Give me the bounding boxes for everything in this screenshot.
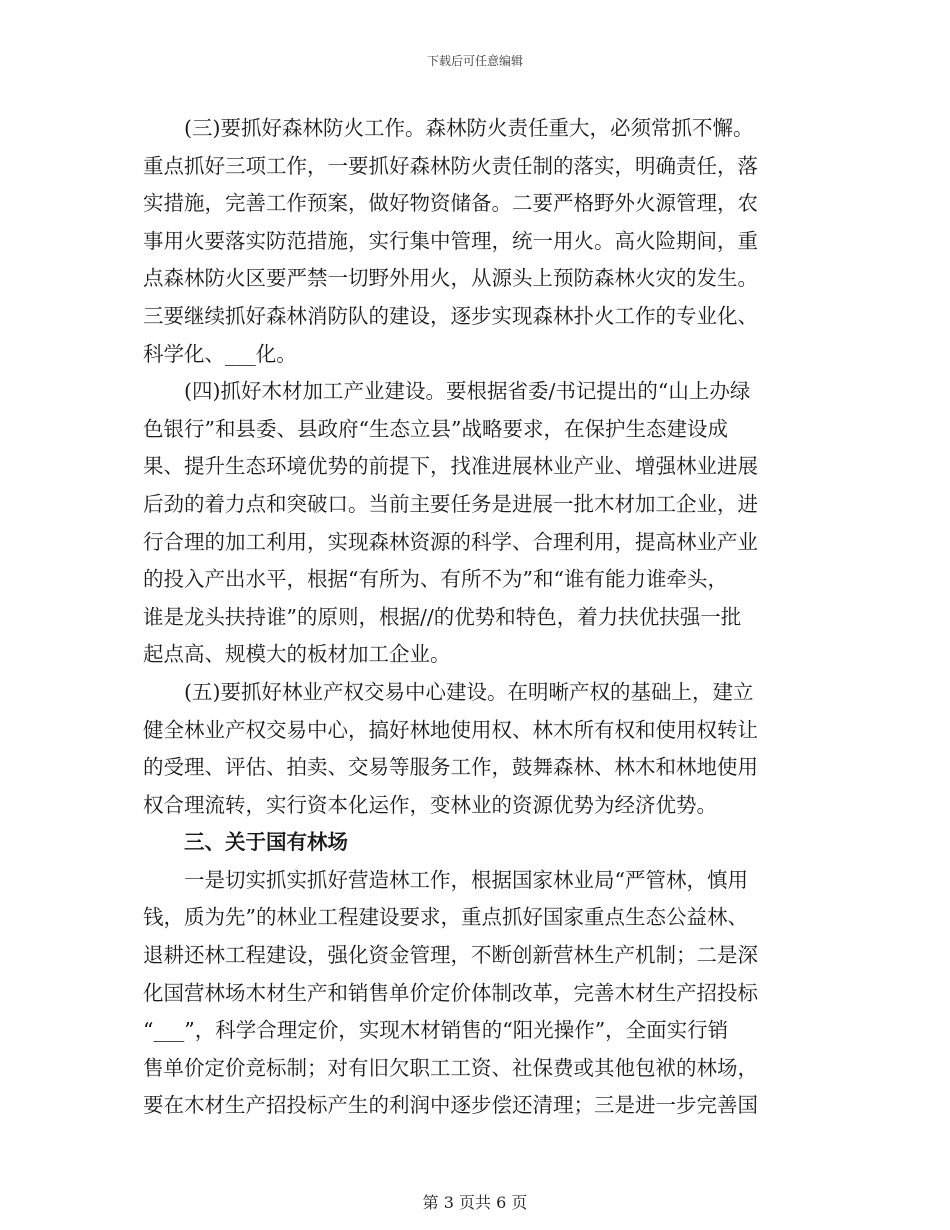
text-line: 科学化、___化。 — [143, 341, 297, 366]
text-line: 三要继续抓好森林消防队的建设，逐步实现森林扑火工作的专业化、 — [143, 303, 758, 328]
text-line: 的投入产出水平，根据“有所为、有所不为”和“谁有能力谁牵头， — [143, 567, 728, 592]
text-line: 实措施，完善工作预案，做好物资储备。二要严格野外火源管理，农 — [143, 191, 758, 216]
text-line: 钱，质为先”的林业工程建设要求，重点抓好国家重点生态公益林、 — [143, 905, 748, 930]
text-line: 行合理的加工利用，实现森林资源的科学、合理利用，提高林业产业 — [143, 529, 758, 554]
text-line: 一是切实抓实抓好营造林工作，根据国家林业局“严管林，慎用 — [184, 867, 748, 892]
text-line: 要在木材生产招投标产生的利润中逐步偿还清理；三是进一步完善国 — [143, 1093, 758, 1118]
text-line: 化国营林场木材生产和销售单价定价体制改革，完善木材生产招投标 — [143, 980, 758, 1005]
text-line: 起点高、规模大的板材加工企业。 — [143, 642, 451, 667]
page-header: 下载后可任意编辑 — [426, 54, 523, 68]
text-line: 谁是龙头扶持谁”的原则，根据//的优势和特色，着力扶优扶强一批 — [143, 604, 742, 629]
text-line: 重点抓好三项工作，一要抓好森林防火责任制的落实，明确责任，落 — [143, 153, 758, 178]
text-line: (四)抓好木材加工产业建设。要根据省委/书记提出的“山上办绿 — [184, 379, 751, 404]
text-line: 果、提升生态环境优势的前提下，找准进展林业产业、增强林业进展 — [143, 454, 758, 479]
text-line: 的受理、评估、拍卖、交易等服务工作，鼓舞森林、林木和林地使用 — [143, 755, 758, 780]
text-line: 权合理流转，实行资本化运作，变林业的资源优势为经济优势。 — [143, 792, 717, 817]
text-line: “___”，科学合理定价，实现木材销售的“阳光操作”，全面实行销 — [143, 1018, 729, 1043]
text-line: 色银行”和县委、县政府“生态立县”战略要求，在保护生态建设成 — [143, 416, 728, 441]
page-footer: 第 3 页共 6 页 — [422, 1193, 528, 1212]
text-line: (三)要抓好森林防火工作。森林防火责任重大，必须常抓不懈。 — [184, 116, 754, 140]
text-line: 点森林防火区要严禁一切野外用火，从源头上预防森林火灾的发生。 — [143, 266, 758, 291]
text-line: 售单价定价竞标制；对有旧欠职工工资、社保费或其他包袱的林场， — [143, 1055, 758, 1080]
text-line: 后劲的着力点和突破口。当前主要任务是进展一批木材加工企业，进 — [143, 491, 758, 516]
text-line: 健全林业产权交易中心，搞好林地使用权、林木所有权和使用权转让 — [143, 717, 758, 742]
text-line: 事用火要落实防范措施，实行集中管理，统一用火。高火险期间，重 — [143, 228, 758, 253]
section-heading: 三、关于国有林场 — [184, 830, 348, 855]
document-body — [143, 110, 807, 1125]
text-line: 退耕还林工程建设，强化资金管理，不断创新营林生产机制；二是深 — [143, 943, 758, 968]
text-line: (五)要抓好林业产权交易中心建设。在明晰产权的基础上，建立 — [184, 679, 754, 704]
